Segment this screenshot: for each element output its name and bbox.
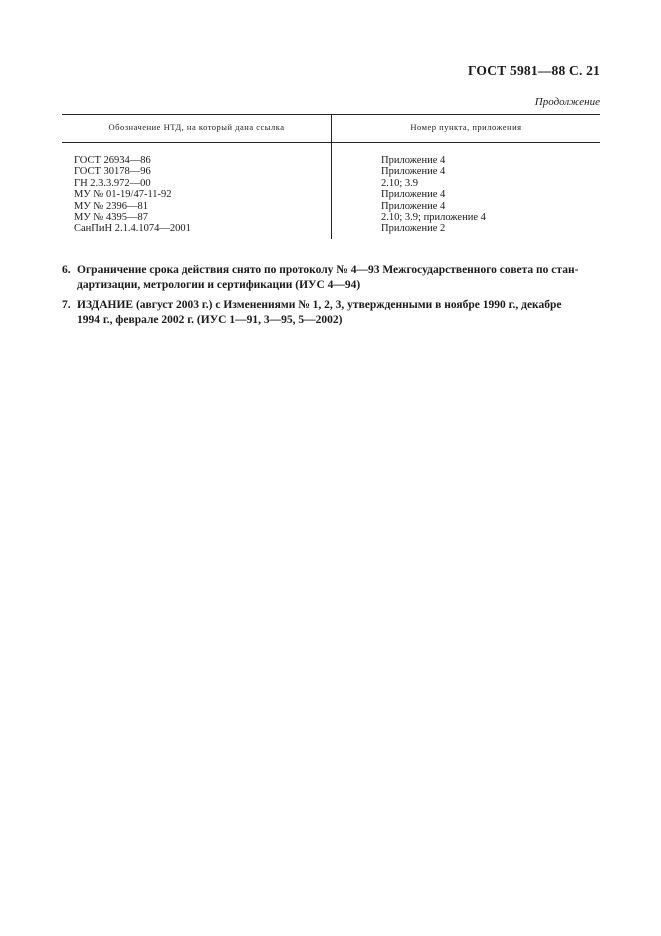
table-cell-document: МУ № 4395—87: [74, 212, 149, 224]
note-text-line1: ИЗДАНИЕ (август 2003 г.) с Изменениями № 1, 2, 3, утвержденными в ноябре 1990 г., декабре: [77, 299, 562, 311]
note-number: 7.: [62, 299, 71, 311]
table-column-clauses: [381, 155, 486, 235]
table-header-clause: Номер пункта, приложения: [410, 122, 522, 132]
table-cell-clause: Приложение 2: [381, 223, 446, 235]
note-text-line2: дартизации, метрологии и сертификации (ИУС 4—94): [77, 279, 361, 291]
table-header-document: Обозначение НТД, на который дана ссылка: [108, 122, 285, 132]
note-text-line2: 1994 г., феврале 2002 г. (ИУС 1—91, 3—95, 5—2002): [77, 314, 343, 326]
table-column-documents: [74, 155, 191, 235]
table-cell-document: СанПиН 2.1.4.1074—2001: [74, 223, 191, 235]
continuation-label: Продолжение: [534, 96, 600, 108]
page-header-doc-ref: ГОСТ 5981—88 С. 21: [467, 63, 600, 78]
table-cell-clause: 2.10; 3.9; приложение 4: [381, 212, 486, 224]
table-cell-clause: 2.10; 3.9: [381, 177, 419, 189]
table-cell-clause: Приложение 4: [381, 166, 446, 178]
table-cell-clause: Приложение 4: [381, 189, 446, 201]
table-cell-document: МУ № 2396—81: [74, 200, 149, 212]
table-cell-document: МУ № 01-19/47-11-92: [74, 189, 172, 201]
reference-table: [62, 114, 600, 239]
note-item-7: [62, 298, 602, 328]
table-column-divider: [331, 114, 332, 239]
table-cell-document: ГОСТ 26934—86: [74, 155, 151, 166]
table-cell-clause: Приложение 4: [381, 200, 446, 212]
table-cell-document: ГН 2.3.3.972—00: [74, 177, 151, 189]
table-cell-clause: Приложение 4: [381, 155, 446, 166]
note-number: 6.: [62, 264, 71, 276]
table-cell-document: ГОСТ 30178—96: [74, 166, 151, 178]
note-item-6: [62, 263, 602, 293]
note-text-line1: Ограничение срока действия снято по протоколу № 4—93 Межгосударственного совета по стан-: [77, 264, 579, 276]
